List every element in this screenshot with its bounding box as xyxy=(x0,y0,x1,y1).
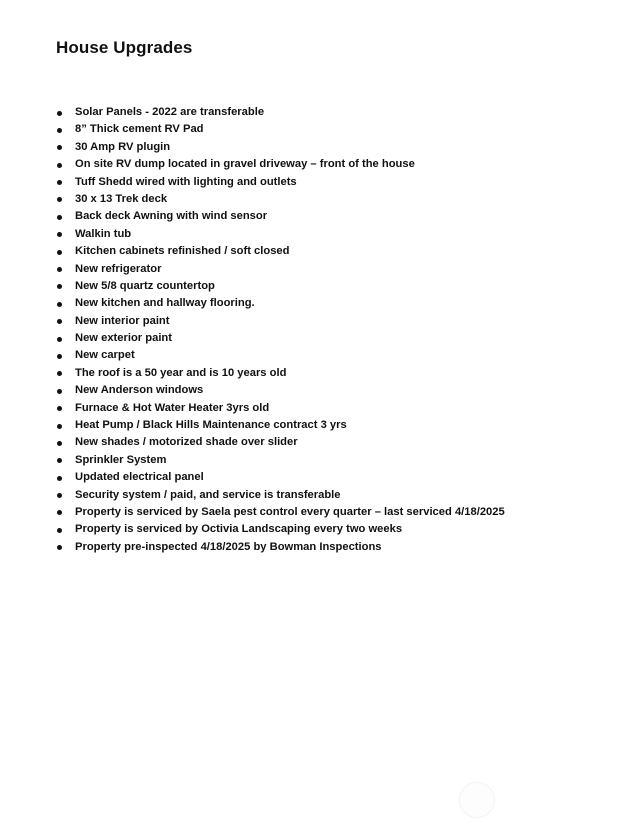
list-item xyxy=(56,417,616,434)
bullet-icon xyxy=(57,215,62,220)
bullet-icon xyxy=(57,337,62,342)
list-item-text: New 5/8 quartz countertop xyxy=(75,279,215,292)
list-item-text: New refrigerator xyxy=(75,262,162,275)
list-item-text: New interior paint xyxy=(75,314,170,327)
bullet-icon xyxy=(57,111,62,116)
list-item-text: New carpet xyxy=(75,349,135,362)
list-item xyxy=(56,504,616,521)
list-item xyxy=(56,521,616,538)
list-item-text: Heat Pump / Black Hills Maintenance contract 3 yrs xyxy=(75,419,347,432)
bullet-icon xyxy=(57,128,62,133)
list-item xyxy=(56,243,616,260)
bullet-icon xyxy=(57,545,62,550)
bullet-icon xyxy=(57,180,62,185)
list-item xyxy=(56,400,616,417)
list-item-text: Updated electrical panel xyxy=(75,471,204,484)
list-item-text: New kitchen and hallway flooring. xyxy=(75,297,255,310)
list-item-text: Security system / paid, and service is transferable xyxy=(75,488,341,501)
list-item-text: Solar Panels - 2022 are transferable xyxy=(75,106,265,118)
bullet-icon xyxy=(57,197,62,202)
list-item xyxy=(56,295,616,312)
bullet-icon xyxy=(57,284,62,289)
list-item xyxy=(56,261,616,278)
bullet-icon xyxy=(57,232,62,237)
bullet-icon xyxy=(57,406,62,411)
list-item xyxy=(56,487,616,504)
list-item xyxy=(56,452,616,469)
list-item-text: New exterior paint xyxy=(75,332,172,345)
bullet-icon xyxy=(57,510,62,515)
upgrades-list xyxy=(56,104,616,556)
bullet-icon xyxy=(57,458,62,463)
list-item xyxy=(56,208,616,225)
bullet-icon xyxy=(57,302,62,307)
bullet-icon xyxy=(57,145,62,150)
list-item xyxy=(56,365,616,382)
bullet-icon xyxy=(57,250,62,255)
list-item-text: Kitchen cabinets refinished / soft closed xyxy=(75,245,290,258)
bullet-icon xyxy=(57,319,62,324)
list-item xyxy=(56,469,616,486)
bullet-icon xyxy=(57,424,62,429)
list-item xyxy=(56,382,616,399)
list-item xyxy=(56,174,616,191)
list-item xyxy=(56,139,616,156)
list-item-text: Property pre-inspected 4/18/2025 by Bowman Inspections xyxy=(75,540,382,553)
list-item xyxy=(56,226,616,243)
bullet-icon xyxy=(57,476,62,481)
list-item xyxy=(56,191,616,208)
list-item xyxy=(56,121,616,138)
list-item xyxy=(56,104,616,121)
list-item-text: New shades / motorized shade over slider xyxy=(75,436,298,449)
bullet-icon xyxy=(57,267,62,272)
list-item-text: 30 x 13 Trek deck xyxy=(75,192,168,205)
bullet-icon xyxy=(57,163,62,168)
list-item-text: 30 Amp RV plugin xyxy=(75,140,171,153)
list-item xyxy=(56,434,616,451)
bullet-icon xyxy=(57,528,62,533)
list-item-text: Tuff Shedd wired with lighting and outlets xyxy=(75,175,297,188)
bullet-icon xyxy=(57,354,62,359)
page-title: House Upgrades xyxy=(56,38,193,57)
list-item-text: The roof is a 50 year and is 10 years old xyxy=(75,366,287,379)
list-item xyxy=(56,539,616,556)
bullet-icon xyxy=(57,389,62,394)
list-item-text: 8” Thick cement RV Pad xyxy=(75,123,204,136)
faint-circle-mark xyxy=(459,782,495,818)
list-item-text: Property is serviced by Octivia Landscaping every two weeks xyxy=(75,523,403,536)
list-item xyxy=(56,156,616,173)
list-item-text: On site RV dump located in gravel driveway – front of the house xyxy=(75,158,415,171)
list-item-text: Sprinkler System xyxy=(75,453,167,466)
list-item xyxy=(56,313,616,330)
bullet-icon xyxy=(57,493,62,498)
list-item-text: Property is serviced by Saela pest control every quarter – last serviced 4/18/2025 xyxy=(75,505,505,518)
list-item-text: New Anderson windows xyxy=(75,384,204,397)
list-item xyxy=(56,330,616,347)
list-item xyxy=(56,347,616,364)
list-item-text: Back deck Awning with wind sensor xyxy=(75,210,268,223)
list-item-text: Furnace & Hot Water Heater 3yrs old xyxy=(75,401,270,414)
list-item xyxy=(56,278,616,295)
bullet-icon xyxy=(57,441,62,446)
list-item-text: Walkin tub xyxy=(75,227,132,240)
bullet-icon xyxy=(57,371,62,376)
